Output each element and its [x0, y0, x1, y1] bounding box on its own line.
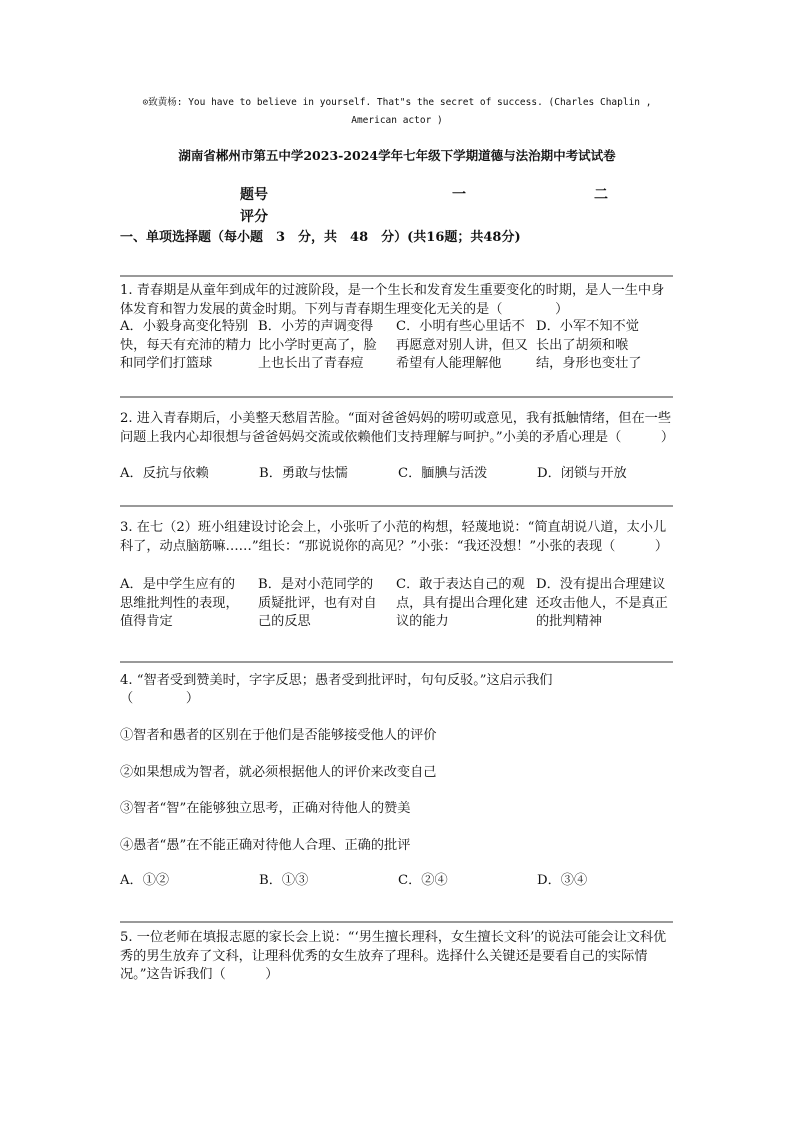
divider: [120, 275, 673, 277]
q1-opt-a-line3: 和同学们打篮球: [120, 356, 213, 371]
question-3-options: [120, 576, 676, 632]
question-3-stem: 3. 在七（2）班小组建设讨论会上，小张听了小范的构想，轻蔑地说：“简直胡说八道，太小儿科了，动点脑筋嘛……”组长：“那说说你的高见？”小张：“我还没想！”小张的表现（ ）: [120, 520, 669, 554]
q2-option-b[interactable]: B．勇敢与怯懦: [259, 466, 348, 481]
quote-line-2: American actor ): [351, 115, 443, 126]
q1-opt-a-line2: 快，每天有充沛的精力: [120, 337, 252, 353]
score-table-label-number: 题号: [240, 187, 268, 203]
section-heading: 一、单项选择题（每小题 3 分，共 48 分）(共16题；共48分): [120, 230, 521, 245]
q1-opt-b-line1[interactable]: B．小芳的声调变得: [258, 319, 374, 334]
divider: [120, 921, 673, 923]
exam-title: 湖南省郴州市第五中学2023-2024学年七年级下学期道德与法治期中考试试卷: [178, 148, 616, 163]
q3-opt-b-line2: 质疑批评，也有对自: [258, 595, 377, 611]
q1-opt-b-line2: 比小学时更高了，脸: [258, 337, 377, 353]
q3-opt-a-line2: 思维批判性的表现，: [120, 595, 239, 611]
divider: [120, 661, 673, 663]
q1-opt-b-line3: 上也长出了青春痘: [258, 356, 364, 371]
q2-option-a[interactable]: A．反抗与依赖: [120, 466, 209, 481]
q4-option-d[interactable]: D．③④: [537, 873, 588, 888]
q4-statement-3: ③智者“智”在能够独立思考，正确对待他人的赞美: [120, 801, 411, 816]
question-1-stem: 1. 青春期是从童年到成年的过渡阶段，是一个生长和发育发生重要变化的时期，是人一生中身体发育和智力发展的黄金时期。下列与青春期生理变化无关的是（ ）: [120, 283, 665, 317]
divider: [120, 396, 673, 398]
question-4-stem-line-1: 4. “智者受到赞美时，字字反思；愚者受到批评时，句句反驳。”这启示我们: [120, 673, 553, 688]
question-4-options: [120, 872, 676, 891]
q4-statement-1: ①智者和愚者的区别在于他们是否能够接受他人的评价: [120, 728, 437, 743]
header-quote: [0, 94, 794, 130]
score-table-col-1: 一: [452, 187, 466, 203]
q3-opt-c-line1[interactable]: C．敢于表达自己的观: [396, 577, 525, 592]
q3-opt-b-line1[interactable]: B．是对小范同学的: [258, 577, 374, 592]
q2-option-d[interactable]: D．闭锁与开放: [537, 466, 627, 481]
question-2-stem: 2. 进入青春期后，小美整天愁眉苦脸。“面对爸爸妈妈的唠叨或意见，我有抵触情绪，但在一些问题上我内心却很想与爸爸妈妈交流或依赖他们支持理解与呵护。”小美的矛盾心理是（ ）: [120, 411, 675, 445]
q1-opt-d-line1[interactable]: D．小军不知不觉: [536, 319, 639, 334]
question-4-stem-line-2: （ ）: [120, 691, 200, 706]
question-2-options: [120, 465, 676, 484]
question-1-options: [120, 318, 676, 374]
question-5-stem: 5. 一位老师在填报志愿的家长会上说：“‘男生擅长理科，女生擅长文科’的说法可能会让文科优秀的男生放弃了文科，让理科优秀的女生放弃了理科。选择什么关键还是要看自己的实际情况。”这告诉我们（ ）: [120, 930, 667, 982]
divider: [120, 505, 673, 507]
q1-opt-a-line1[interactable]: A．小毅身高变化特别: [120, 319, 249, 334]
q1-opt-d-line2: 长出了胡须和喉: [536, 337, 629, 353]
q3-opt-d-line3: 的批判精神: [536, 614, 602, 629]
q2-option-c[interactable]: C．腼腆与活泼: [398, 466, 488, 481]
q3-opt-b-line3: 己的反思: [258, 614, 311, 629]
q3-opt-c-line2: 点，具有提出合理化建: [396, 595, 528, 611]
q3-opt-a-line3: 值得肯定: [120, 614, 173, 629]
q3-opt-c-line3: 议的能力: [396, 614, 449, 629]
q4-option-b[interactable]: B．①③: [259, 873, 309, 888]
q1-opt-c-line1[interactable]: C．小明有些心里话不: [396, 319, 525, 334]
q4-statement-4: ④愚者“愚”在不能正确对待他人合理、正确的批评: [120, 838, 411, 853]
quote-line-1: ⊙致黄杨: You have to believe in yourself. That"s the secret of success. (Charles Chaplin ,: [142, 97, 652, 108]
q1-opt-c-line2: 再愿意对别人讲，但又: [396, 337, 528, 353]
score-table-label-score: 评分: [240, 209, 268, 225]
q3-opt-d-line2: 还攻击他人，不是真正: [536, 595, 668, 611]
q4-statement-2: ②如果想成为智者，就必须根据他人的评价来改变自己: [120, 765, 437, 780]
q3-opt-a-line1[interactable]: A．是中学生应有的: [120, 577, 236, 592]
q1-opt-c-line3: 希望有人能理解他: [396, 356, 502, 371]
q4-option-a[interactable]: A．①②: [120, 873, 170, 888]
q1-opt-d-line3: 结，身形也变壮了: [536, 356, 642, 371]
q3-opt-d-line1[interactable]: D．没有提出合理建议: [536, 577, 666, 592]
score-table-col-2: 二: [594, 187, 608, 203]
q4-option-c[interactable]: C．②④: [398, 873, 448, 888]
